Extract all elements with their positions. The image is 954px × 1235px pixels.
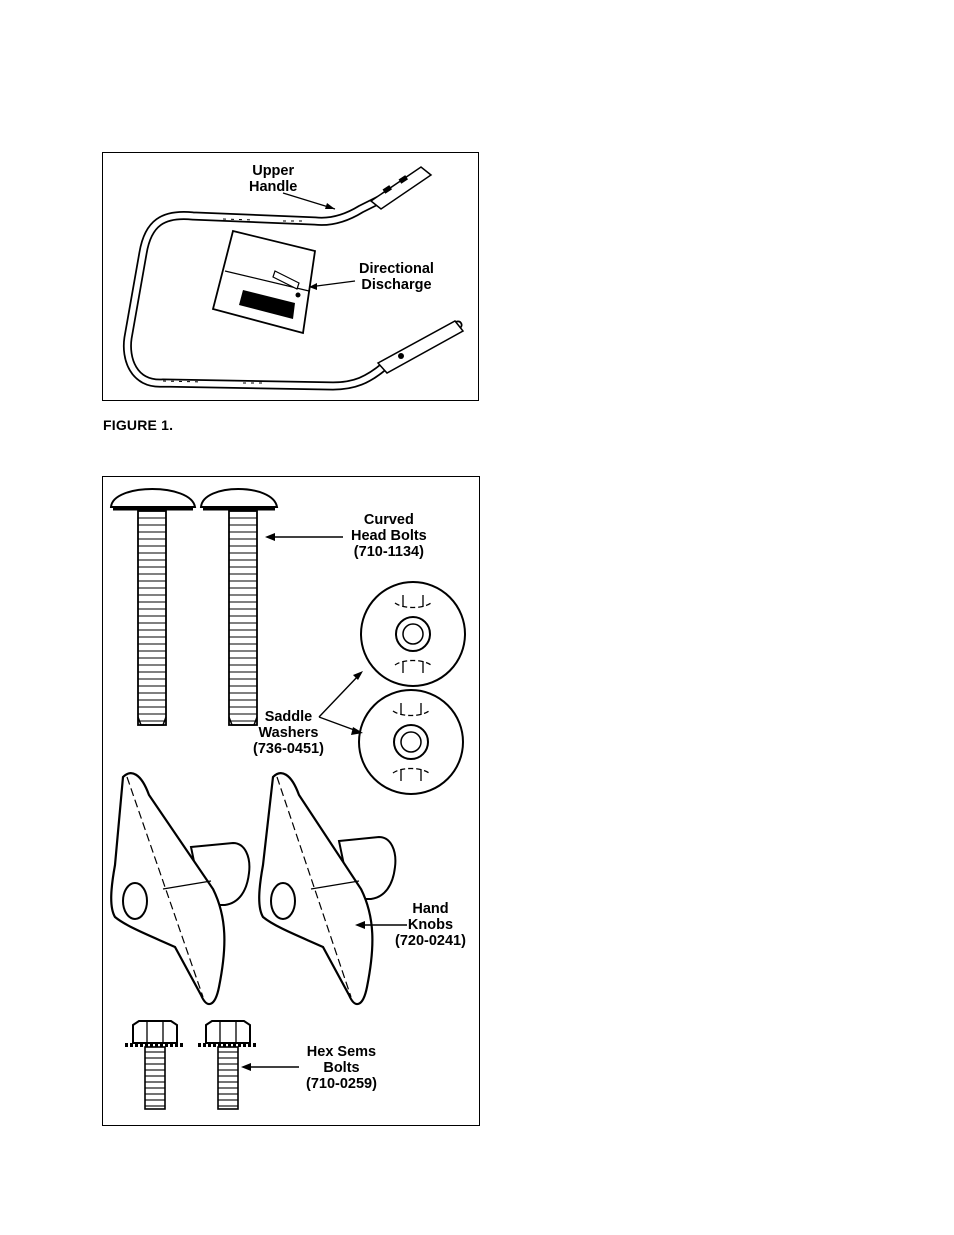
figure-1-caption: FIGURE 1.: [103, 417, 174, 433]
curved-head-bolt-1: [111, 489, 195, 725]
hex-sems-bolts-label-line-1: Hex Sems: [306, 1044, 377, 1060]
upper-handle-label: [249, 163, 297, 195]
hand-knobs-label: [395, 901, 466, 949]
curved-head-bolt-2: [201, 489, 277, 725]
upper-handle-label-line-2: Handle: [249, 179, 298, 195]
hex-sems-bolts-label: [306, 1044, 377, 1092]
curved-head-bolts-label-line-1: Curved: [363, 512, 414, 528]
curved-head-bolts-label-line-2: Head Bolts: [351, 528, 427, 544]
hand-knob-2: [259, 773, 395, 1004]
hardware-parts-panel: [102, 476, 480, 1126]
upper-handle-label-line-1: Upper: [252, 163, 295, 179]
hex-sems-bolts-label-line-2: Bolts: [323, 1060, 360, 1076]
directional-discharge-label-line-2: Discharge: [361, 277, 432, 293]
saddle-washers-label: [253, 709, 324, 757]
figure-1-panel: [102, 152, 479, 401]
saddle-washer-2: [359, 690, 463, 794]
directional-discharge-label-line-1: Directional: [359, 261, 434, 277]
hand-knobs-label-line-2: Knobs: [407, 917, 454, 933]
curved-head-bolts-label-part-number: (710-1134): [353, 544, 424, 560]
saddle-washers-label-part-number: (736-0451): [253, 741, 324, 757]
curved-head-bolts-label: [351, 512, 427, 560]
hand-knobs-label-part-number: (720-0241): [395, 933, 466, 949]
hand-knob-1: [111, 773, 249, 1004]
saddle-washers-label-line-2: Washers: [258, 725, 319, 741]
hardware-parts-illustration: [103, 477, 481, 1127]
hex-sems-bolt-1: [125, 1021, 185, 1109]
directional-discharge-label: [359, 261, 434, 293]
saddle-washer-1: [361, 582, 465, 686]
hex-sems-bolts-label-part-number: (710-0259): [306, 1076, 377, 1092]
saddle-washers-label-line-1: Saddle: [264, 709, 313, 725]
hand-knobs-label-line-1: Hand: [412, 901, 449, 917]
